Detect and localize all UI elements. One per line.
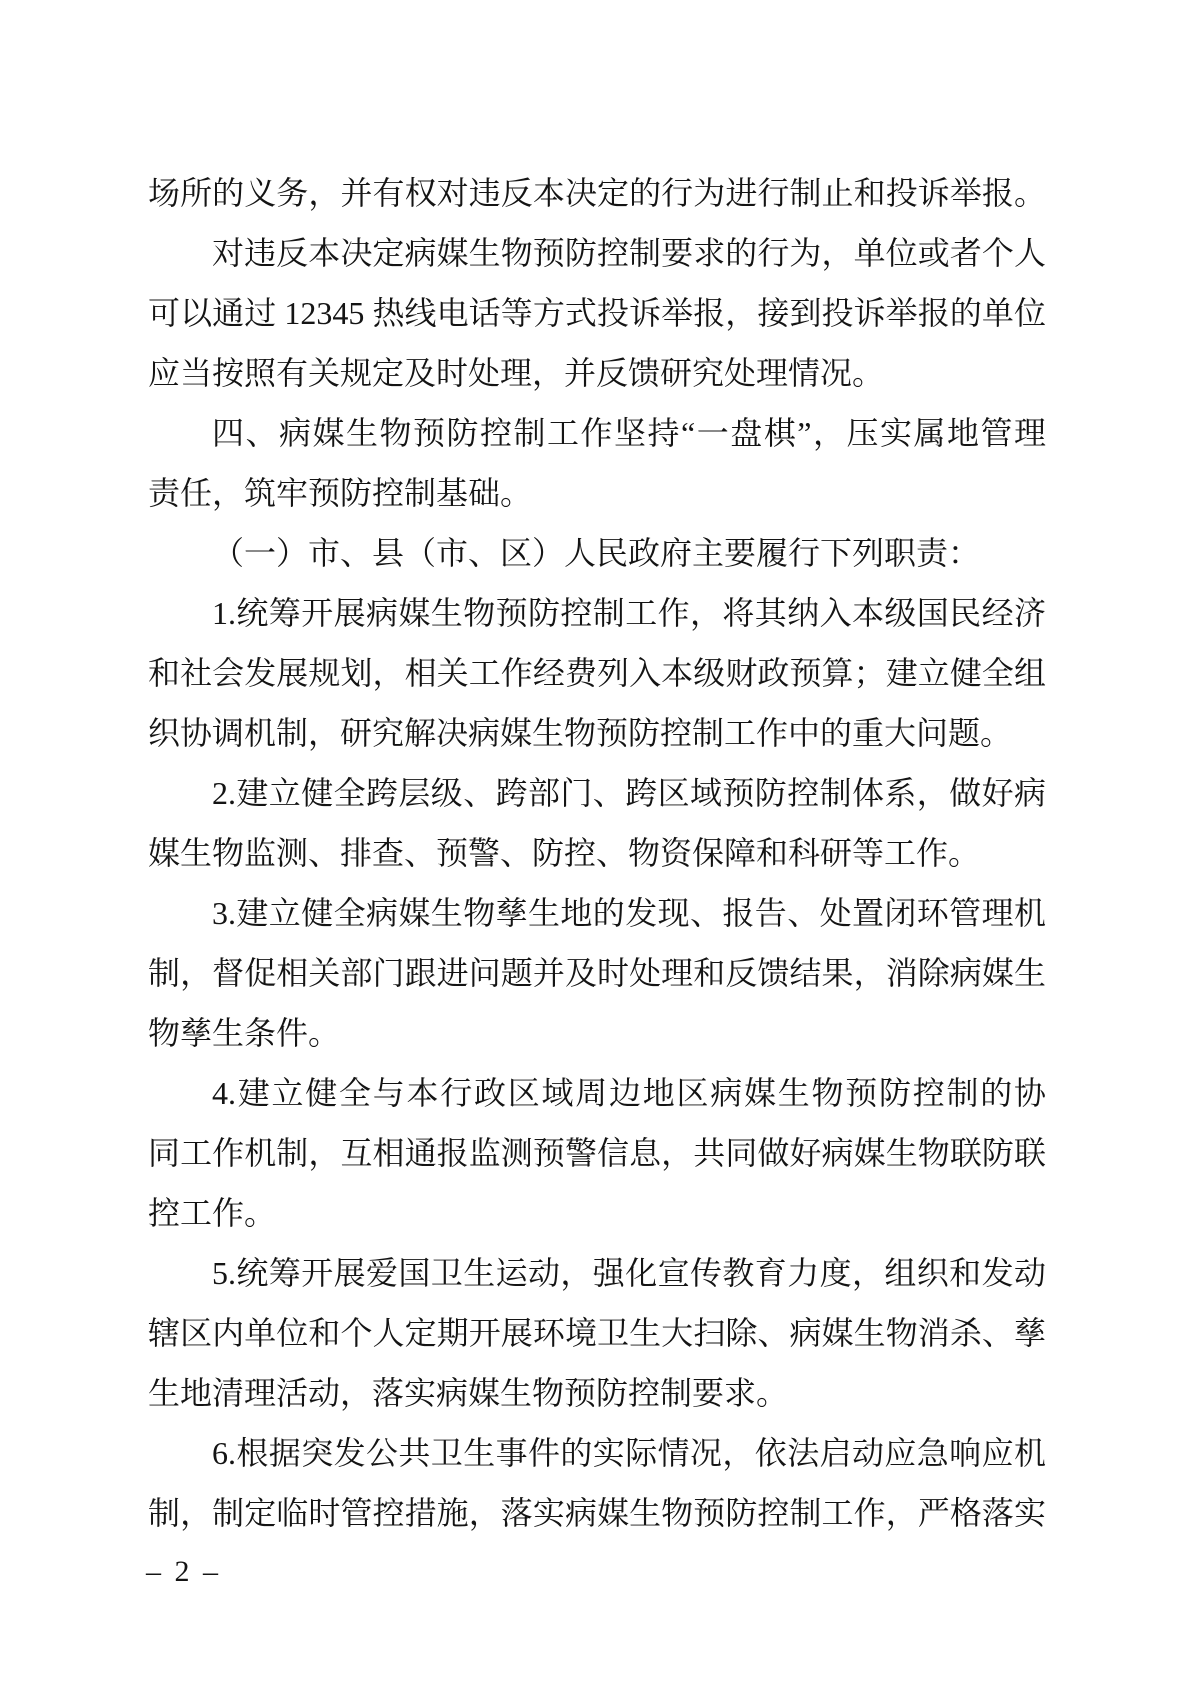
text-line: 应当按照有关规定及时处理，并反馈研究处理情况。 <box>148 355 885 391</box>
text-line: 可以通过 12345 热线电话等方式投诉举报，接到投诉举报的单位 <box>148 295 1046 331</box>
text-line: 同工作机制，互相通报监测预警信息，共同做好病媒生物联防联 <box>148 1135 1046 1171</box>
text-line: 3.建立健全病媒生物孳生地的发现、报告、处置闭环管理机 <box>212 895 1046 931</box>
text-line: 2.建立健全跨层级、跨部门、跨区域预防控制体系，做好病 <box>212 775 1046 811</box>
text-line: 对违反本决定病媒生物预防控制要求的行为，单位或者个人 <box>212 235 1046 271</box>
text-line: 和社会发展规划，相关工作经费列入本级财政预算；建立健全组 <box>148 655 1046 691</box>
text-line: 媒生物监测、排查、预警、防控、物资保障和科研等工作。 <box>148 835 981 871</box>
text-line: 四、病媒生物预防控制工作坚持“一盘棋”，压实属地管理 <box>212 415 1046 451</box>
text-line: 制，督促相关部门跟进问题并及时处理和反馈结果，消除病媒生 <box>148 955 1046 991</box>
text-line: 5.统筹开展爱国卫生运动，强化宣传教育力度，组织和发动 <box>212 1255 1046 1291</box>
text-line: 辖区内单位和个人定期开展环境卫生大扫除、病媒生物消杀、孳 <box>148 1315 1046 1351</box>
text-line: 1.统筹开展病媒生物预防控制工作，将其纳入本级国民经济 <box>212 595 1046 631</box>
text-line: 责任，筑牢预防控制基础。 <box>148 475 533 511</box>
text-line: 控工作。 <box>148 1195 277 1231</box>
text-line: 6.根据突发公共卫生事件的实际情况，依法启动应急响应机 <box>212 1435 1046 1471</box>
text-line: 物孳生条件。 <box>148 1015 341 1051</box>
text-line: 织协调机制，研究解决病媒生物预防控制工作中的重大问题。 <box>148 715 1013 751</box>
document-body <box>148 163 1046 1543</box>
text-line: （一）市、县（市、区）人民政府主要履行下列职责： <box>212 535 981 571</box>
page-number: – 2 – <box>146 1555 221 1588</box>
text-line: 场所的义务，并有权对违反本决定的行为进行制止和投诉举报。 <box>148 175 1046 211</box>
text-line: 4.建立健全与本行政区域周边地区病媒生物预防控制的协 <box>212 1075 1046 1111</box>
text-line: 生地清理活动，落实病媒生物预防控制要求。 <box>148 1375 789 1411</box>
text-line: 制，制定临时管控措施，落实病媒生物预防控制工作，严格落实 <box>148 1495 1046 1531</box>
